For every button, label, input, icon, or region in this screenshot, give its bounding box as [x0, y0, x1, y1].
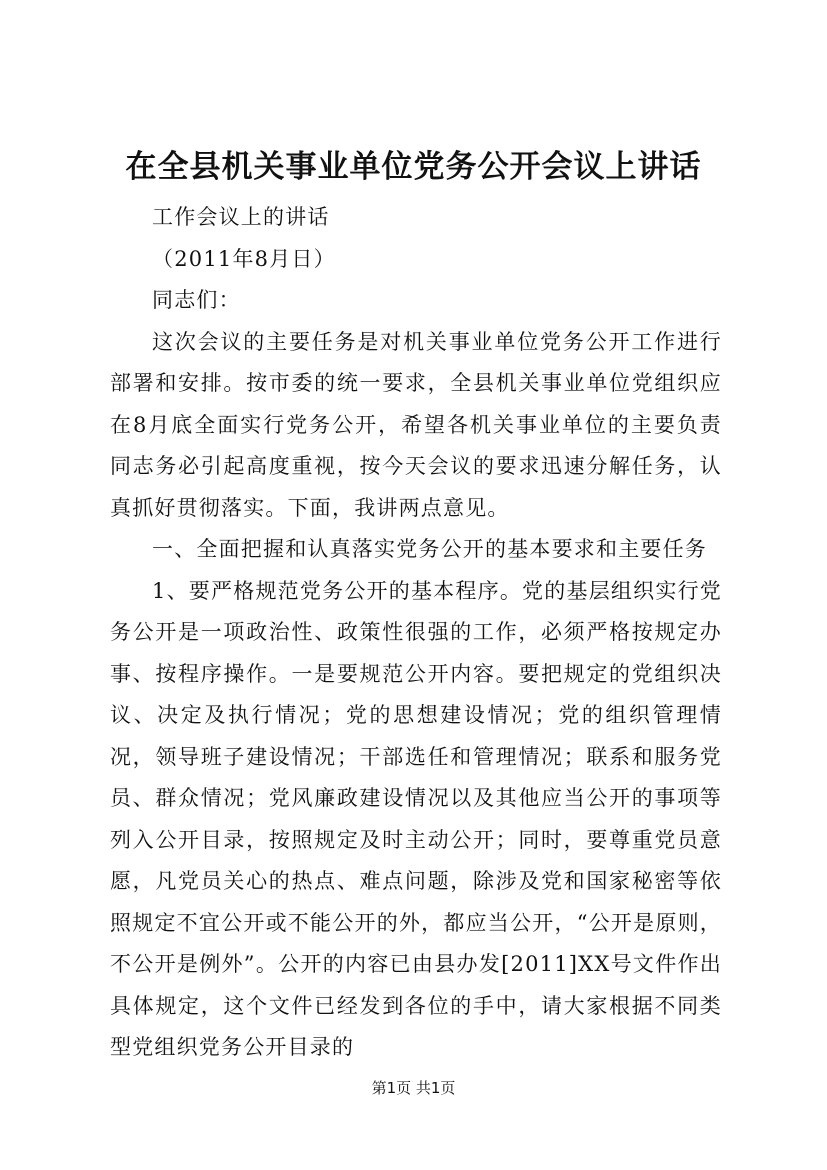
page-footer: 第1页 共1页	[371, 1079, 456, 1097]
paragraph-salutation: 同志们：	[152, 288, 241, 312]
paragraph-subtitle: 工作会议上的讲话	[152, 205, 330, 229]
document-title: 在全县机关事业单位党务公开会议上讲话	[125, 149, 702, 185]
document-body	[110, 197, 722, 1069]
paragraph-intro: 这次会议的主要任务是对机关事业单位党务公开工作进行部署和安排。按市委的统一要求，全县机关事业单位党组织应在8月底全面实行党务公开，希望各机关事业单位的主要负责同志务必引起高度重视，按今天会议的要求迅速分解任务，认真抓好贯彻落实。下面，我讲两点意见。	[110, 329, 722, 520]
paragraph-date: （2011年8月日）	[152, 246, 336, 271]
section-heading: 一、全面把握和认真落实党务公开的基本要求和主要任务	[152, 537, 707, 561]
paragraph-body: 1、要严格规范党务公开的基本程序。党的基层组织实行党务公开是一项政治性、政策性很强的工作，必须严格按规定办事、按程序操作。一是要规范公开内容。要把规定的党组织决议、决定及执行情况；党的思想建设情况；党的组织管理情况，领导班子建设情况；干部选任和管理情况；联系和服务党员、群众情况；党风廉政建设情况以及其他应当公开的事项等列入公开目录，按照规定及时主动公开；同时，要尊重党员意愿，凡党员关心的热点、难点问题，除涉及党和国家秘密等依照规定不宜公开或不能公开的外，都应当公开，“公开是原则，不公开是例外”。公开的内容已由县办发[2011]XX号文件作出具体规定，这个文件已经发到各位的手中，请大家根据不同类型党组织党务公开目录的	[110, 578, 722, 1059]
